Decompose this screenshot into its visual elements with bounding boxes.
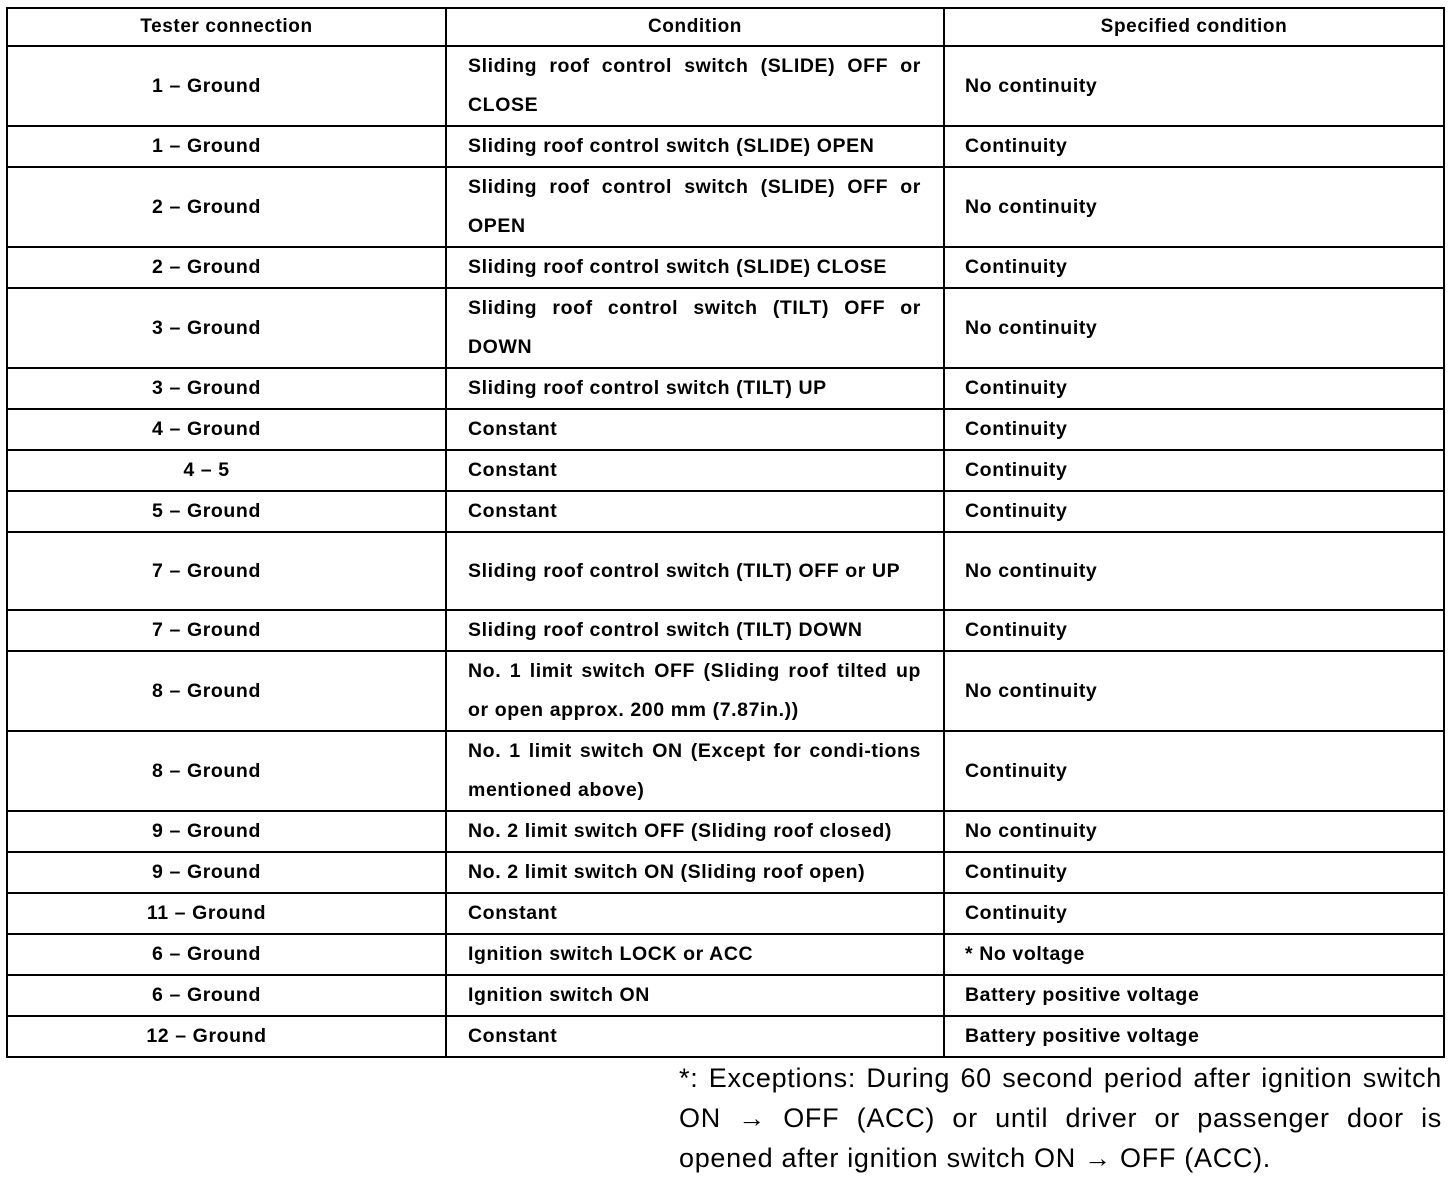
tester-connection-cell: 9 – Ground <box>7 852 446 893</box>
tester-connection-cell: 3 – Ground <box>7 368 446 409</box>
tester-connection-cell: 6 – Ground <box>7 975 446 1016</box>
specified-condition-cell: Battery positive voltage <box>944 1016 1444 1057</box>
header-condition: Condition <box>446 8 944 46</box>
tester-connection-cell: 9 – Ground <box>7 811 446 852</box>
table-header-row <box>7 8 1444 46</box>
tester-connection-cell: 4 – 5 <box>7 450 446 491</box>
specified-condition-cell: Battery positive voltage <box>944 975 1444 1016</box>
table-row <box>7 893 1444 934</box>
specified-condition-cell: No continuity <box>944 651 1444 731</box>
condition-cell: Sliding roof control switch (TILT) DOWN <box>446 610 944 651</box>
table-row <box>7 975 1444 1016</box>
tester-connection-cell: 1 – Ground <box>7 46 446 126</box>
condition-cell: No. 2 limit switch OFF (Sliding roof closed) <box>446 811 944 852</box>
condition-cell: Ignition switch LOCK or ACC <box>446 934 944 975</box>
tester-connection-cell: 6 – Ground <box>7 934 446 975</box>
specified-condition-cell: No continuity <box>944 167 1444 247</box>
footnote-exceptions: *: Exceptions: During 60 second period after ignition switch ON → OFF (ACC) or until driver or passenger door is opened after ignition switch ON → OFF (ACC). <box>679 1063 1442 1173</box>
condition-cell: Constant <box>446 1016 944 1057</box>
tester-connection-cell: 4 – Ground <box>7 409 446 450</box>
specified-condition-cell: Continuity <box>944 893 1444 934</box>
tester-connection-cell: 7 – Ground <box>7 532 446 610</box>
table-row <box>7 46 1444 126</box>
specified-condition-cell: Continuity <box>944 852 1444 893</box>
table-row <box>7 409 1444 450</box>
specified-condition-cell: Continuity <box>944 450 1444 491</box>
condition-cell: Sliding roof control switch (SLIDE) OPEN <box>446 126 944 167</box>
condition-cell: No. 1 limit switch OFF (Sliding roof tilted up or open approx. 200 mm (7.87in.)) <box>446 651 944 731</box>
specified-condition-cell: Continuity <box>944 247 1444 288</box>
specified-condition-cell: * No voltage <box>944 934 1444 975</box>
tester-connection-cell: 2 – Ground <box>7 167 446 247</box>
tester-connection-cell: 2 – Ground <box>7 247 446 288</box>
tester-connection-cell: 11 – Ground <box>7 893 446 934</box>
specified-condition-cell: Continuity <box>944 368 1444 409</box>
header-tester-connection: Tester connection <box>7 8 446 46</box>
tester-connection-cell: 3 – Ground <box>7 288 446 368</box>
specified-condition-cell: Continuity <box>944 491 1444 532</box>
tester-connection-cell: 5 – Ground <box>7 491 446 532</box>
table-row <box>7 934 1444 975</box>
condition-cell: Sliding roof control switch (TILT) UP <box>446 368 944 409</box>
table-row <box>7 852 1444 893</box>
condition-cell: Sliding roof control switch (TILT) OFF or DOWN <box>446 288 944 368</box>
table-row <box>7 288 1444 368</box>
condition-cell: Constant <box>446 491 944 532</box>
condition-cell: Sliding roof control switch (TILT) OFF or UP <box>446 532 944 610</box>
tester-connection-cell: 7 – Ground <box>7 610 446 651</box>
table-row <box>7 731 1444 811</box>
condition-cell: No. 1 limit switch ON (Except for condi-tions mentioned above) <box>446 731 944 811</box>
condition-cell: Constant <box>446 409 944 450</box>
tester-connection-cell: 12 – Ground <box>7 1016 446 1057</box>
table-row <box>7 651 1444 731</box>
table-row <box>7 167 1444 247</box>
table-row <box>7 610 1444 651</box>
tester-connection-cell: 8 – Ground <box>7 651 446 731</box>
table-row <box>7 1016 1444 1057</box>
condition-cell: Constant <box>446 893 944 934</box>
table-row <box>7 491 1444 532</box>
condition-cell: Ignition switch ON <box>446 975 944 1016</box>
table-row <box>7 126 1444 167</box>
specified-condition-cell: Continuity <box>944 610 1444 651</box>
tester-connection-cell: 1 – Ground <box>7 126 446 167</box>
specified-condition-cell: No continuity <box>944 532 1444 610</box>
condition-cell: No. 2 limit switch ON (Sliding roof open) <box>446 852 944 893</box>
header-specified-condition: Specified condition <box>944 8 1444 46</box>
table-row <box>7 368 1444 409</box>
specified-condition-cell: No continuity <box>944 46 1444 126</box>
continuity-spec-table <box>6 7 1445 1058</box>
condition-cell: Sliding roof control switch (SLIDE) OFF or OPEN <box>446 167 944 247</box>
specified-condition-cell: Continuity <box>944 731 1444 811</box>
condition-cell: Sliding roof control switch (SLIDE) OFF or CLOSE <box>446 46 944 126</box>
table-row <box>7 532 1444 610</box>
specified-condition-cell: No continuity <box>944 288 1444 368</box>
tester-connection-cell: 8 – Ground <box>7 731 446 811</box>
specified-condition-cell: No continuity <box>944 811 1444 852</box>
table-row <box>7 247 1444 288</box>
condition-cell: Constant <box>446 450 944 491</box>
table-row <box>7 450 1444 491</box>
condition-cell: Sliding roof control switch (SLIDE) CLOSE <box>446 247 944 288</box>
specified-condition-cell: Continuity <box>944 409 1444 450</box>
specified-condition-cell: Continuity <box>944 126 1444 167</box>
table-row <box>7 811 1444 852</box>
